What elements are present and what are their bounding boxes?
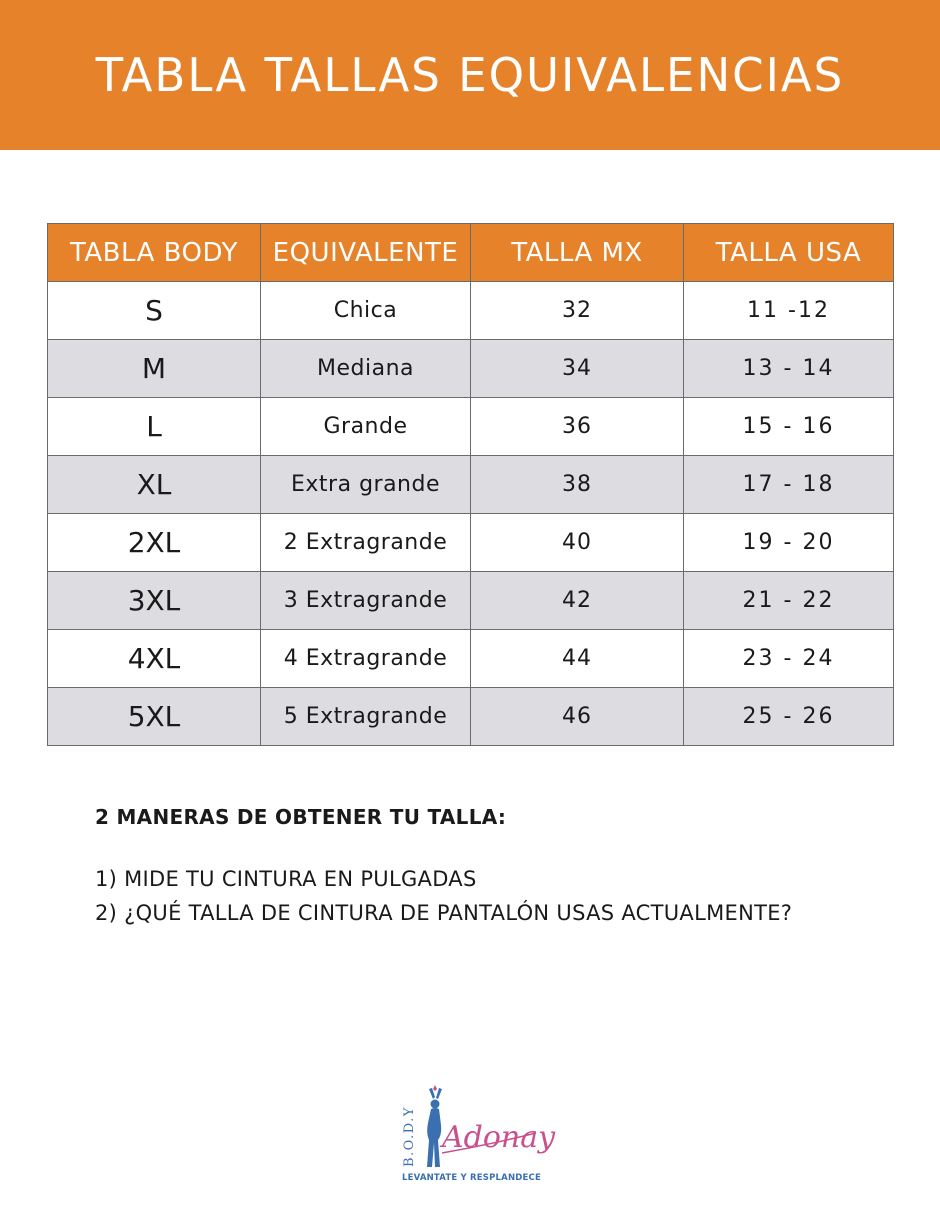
table-row xyxy=(48,282,894,340)
cell-mx-size: 32 xyxy=(471,282,684,340)
sizing-methods xyxy=(95,805,895,935)
cell-mx-size: 38 xyxy=(471,456,684,514)
page-title: TABLA TALLAS EQUIVALENCIAS xyxy=(95,48,845,102)
cell-equivalent: Chica xyxy=(261,282,471,340)
logo-tagline: LEVANTATE Y RESPLANDECE xyxy=(402,1173,541,1183)
cell-usa-size: 23 - 24 xyxy=(684,630,894,688)
cell-usa-size: 15 - 16 xyxy=(684,398,894,456)
cell-body-size: M xyxy=(48,340,261,398)
cell-body-size: 3XL xyxy=(48,572,261,630)
cell-usa-size: 13 - 14 xyxy=(684,340,894,398)
size-table xyxy=(47,223,894,746)
header-tabla-body: TABLA BODY xyxy=(48,224,261,282)
cell-usa-size: 19 - 20 xyxy=(684,514,894,572)
logo-brand-name: Adonay xyxy=(442,1120,556,1155)
cell-equivalent: Extra grande xyxy=(261,456,471,514)
table-row xyxy=(48,514,894,572)
cell-usa-size: 25 - 26 xyxy=(684,688,894,746)
cell-body-size: 2XL xyxy=(48,514,261,572)
cell-mx-size: 42 xyxy=(471,572,684,630)
cell-body-size: 4XL xyxy=(48,630,261,688)
methods-heading: 2 MANERAS DE OBTENER TU TALLA: xyxy=(95,805,507,829)
cell-equivalent: Mediana xyxy=(261,340,471,398)
cell-mx-size: 34 xyxy=(471,340,684,398)
cell-usa-size: 17 - 18 xyxy=(684,456,894,514)
cell-equivalent: Grande xyxy=(261,398,471,456)
header-talla-usa: TALLA USA xyxy=(684,224,894,282)
cell-mx-size: 46 xyxy=(471,688,684,746)
table-row xyxy=(48,456,894,514)
logo-mark xyxy=(398,1085,556,1173)
cell-equivalent: 3 Extragrande xyxy=(261,572,471,630)
table-row xyxy=(48,398,894,456)
cell-body-size: S xyxy=(48,282,261,340)
cell-mx-size: 44 xyxy=(471,630,684,688)
method-item: 1) MIDE TU CINTURA EN PULGADAS xyxy=(95,867,477,891)
header-talla-mx: TALLA MX xyxy=(471,224,684,282)
table-header-row xyxy=(48,224,894,282)
cell-equivalent: 4 Extragrande xyxy=(261,630,471,688)
table-row xyxy=(48,340,894,398)
cell-body-size: XL xyxy=(48,456,261,514)
method-item: 2) ¿QUÉ TALLA DE CINTURA DE PANTALÓN USAS ACTUALMENTE? xyxy=(95,901,793,925)
brand-logo xyxy=(398,1085,556,1190)
logo-vertical-text: B.O.D.Y xyxy=(402,1106,417,1167)
table-row xyxy=(48,688,894,746)
title-banner xyxy=(0,0,940,150)
cell-usa-size: 21 - 22 xyxy=(684,572,894,630)
cell-equivalent: 5 Extragrande xyxy=(261,688,471,746)
table-row xyxy=(48,630,894,688)
figure-icon xyxy=(427,1085,442,1167)
cell-mx-size: 40 xyxy=(471,514,684,572)
header-equivalente: EQUIVALENTE xyxy=(261,224,471,282)
cell-equivalent: 2 Extragrande xyxy=(261,514,471,572)
cell-body-size: 5XL xyxy=(48,688,261,746)
table-row xyxy=(48,572,894,630)
cell-usa-size: 11 -12 xyxy=(684,282,894,340)
cell-mx-size: 36 xyxy=(471,398,684,456)
cell-body-size: L xyxy=(48,398,261,456)
